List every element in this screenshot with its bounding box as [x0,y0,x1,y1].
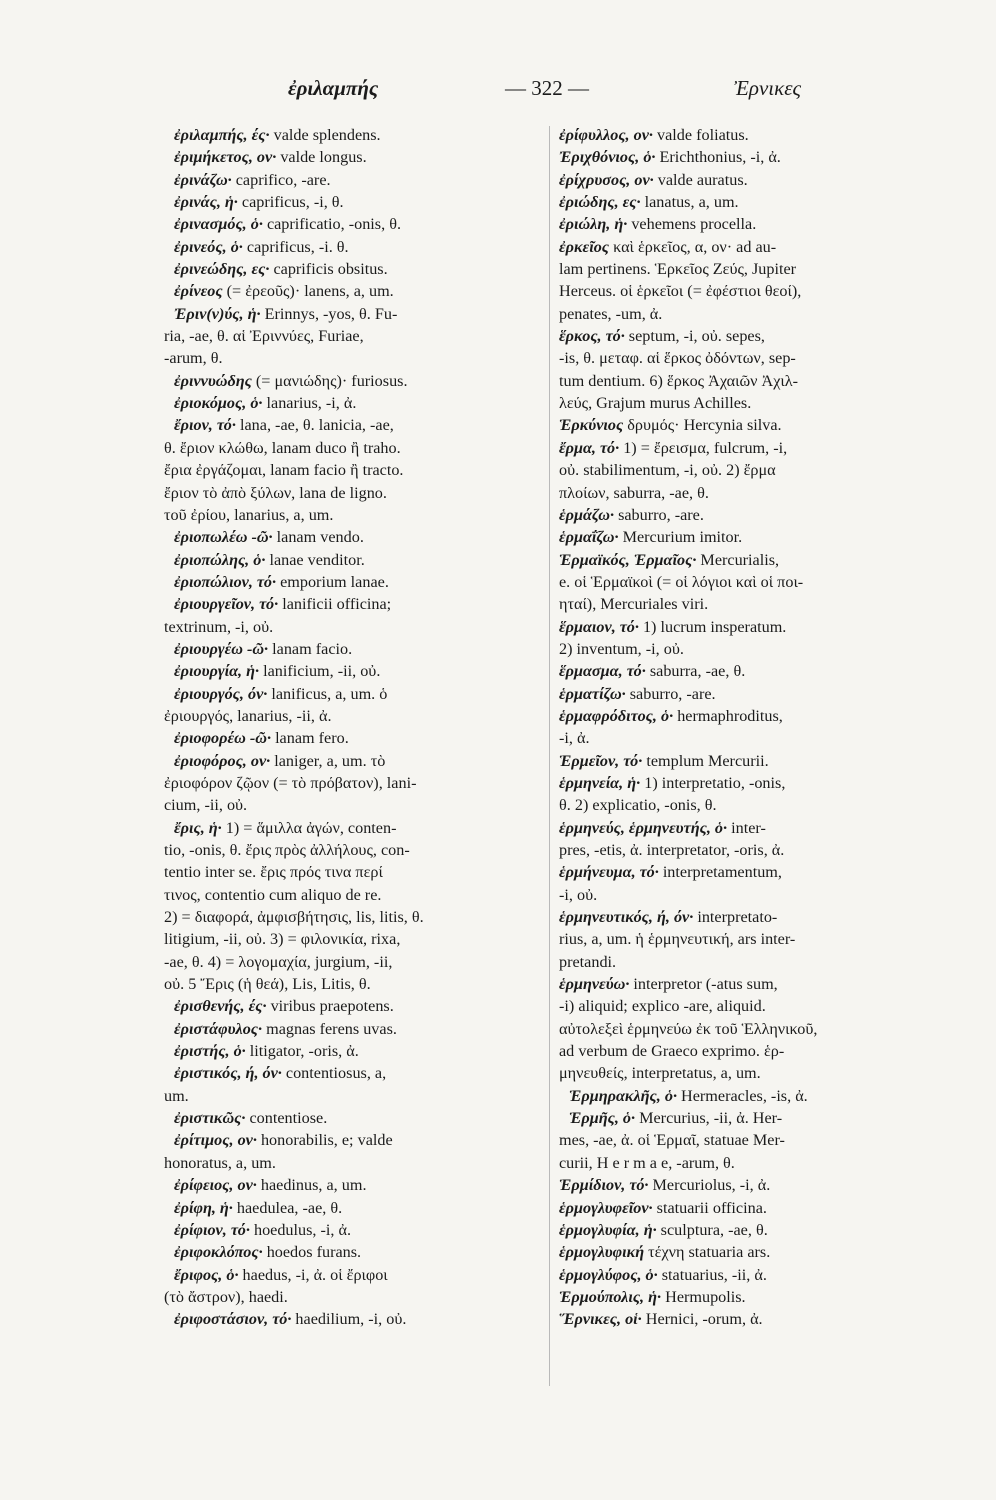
dictionary-continuation-line [559,727,933,749]
entry-headword: ἐρίχρυσος, ον· [559,170,654,189]
entry-text: Mercuriolus, -i, ἀ. [648,1176,771,1195]
entry-text: πλοίων, saburra, -ae, θ. [559,483,709,502]
entry-text: Mercurius, -ii, ἀ. Her- [635,1109,783,1128]
entry-text: sculptura, -ae, θ. [656,1220,768,1239]
right-column [559,124,933,1331]
entry-headword: ἑρμογλύφος, ὁ· [559,1265,658,1284]
dictionary-continuation-line [559,638,933,660]
dictionary-continuation-line [559,1129,933,1151]
entry-text: Mercurialis, [696,550,780,569]
entry-text: haedilium, -i, οὐ. [291,1310,407,1329]
entry-text: hermaphroditus, [673,706,783,725]
entry-text: 2) = διαφορά, ἀμφισβήτησις, lis, litis, θ. [164,908,424,927]
entry-headword: ἐριστής, ὁ· [174,1042,246,1061]
dictionary-entry-line [164,593,539,615]
dictionary-continuation-line [559,1040,933,1062]
entry-headword: Ἐριχθόνιος, ὁ· [559,148,656,167]
entry-headword: Ἑρμεῖον, τό· [559,751,643,770]
dictionary-entry-line [164,213,539,235]
dictionary-continuation-line [164,482,539,504]
entry-text: septum, -i, οὐ. sepes, [624,327,765,346]
entry-text: lanam vendo. [272,528,364,547]
dictionary-entry-line [164,236,539,258]
dictionary-entry-line [164,370,539,392]
dictionary-continuation-line [559,571,933,593]
entry-text: viribus praepotens. [266,997,394,1016]
dictionary-continuation-line [164,1152,539,1174]
dictionary-entry-line [164,1107,539,1129]
dictionary-entry-line [559,973,933,995]
dictionary-entry-line [164,258,539,280]
dictionary-entry-line [559,705,933,727]
page-header [150,76,930,106]
entry-headword: Ἑρμούπολις, ἡ· [559,1287,662,1306]
entry-text: lanatus, a, um. [640,193,739,212]
running-head-right: Ἐρνικες [734,76,801,100]
dictionary-entry-line [164,1040,539,1062]
dictionary-entry-line [559,236,933,258]
entry-text: penates, -um, ἀ. [559,304,663,323]
dictionary-continuation-line [559,459,933,481]
dictionary-continuation-line [164,906,539,928]
entry-text: μηνευθείς, interpretatus, a, um. [559,1064,761,1083]
entry-text: lanarius, -i, ἀ. [262,394,357,413]
entry-headword: ἐριφοκλόπος· [174,1243,263,1262]
entry-text: curii, H e r m a e, -arum, θ. [559,1153,735,1172]
dictionary-entry-line [164,1018,539,1040]
entry-text: lana, -ae, θ. lanicia, -ae, [235,416,394,435]
entry-text: inter- [727,818,766,837]
left-column [164,124,539,1331]
entry-text: λεύς, Grajum murus Achilles. [559,394,752,413]
entry-text: rius, a, um. ἡ ἑρμηνευτική, ars inter- [559,930,796,949]
entry-text: tentio inter se. ἔρις πρός τινα περί [164,863,383,882]
dictionary-continuation-line [164,1286,539,1308]
dictionary-continuation-line [559,258,933,280]
entry-headword: ἐριουργός, όν· [174,684,268,703]
dictionary-entry-line [164,1174,539,1196]
dictionary-continuation-line [164,1085,539,1107]
entry-headword: ἐριοπώλης, ὁ· [174,550,266,569]
entry-headword: ἐρινεός, ὁ· [174,237,243,256]
entry-text: pretandi. [559,952,617,971]
entry-text: ηταί), Mercuriales viri. [559,595,709,614]
entry-text: lanificii officina; [278,595,392,614]
dictionary-continuation-line [164,347,539,369]
dictionary-continuation-line [164,973,539,995]
dictionary-entry-line [559,1219,933,1241]
entry-text: Mercurium imitor. [618,528,743,547]
entry-headword: ἐριοπωλέω -ῶ· [174,528,273,547]
entry-text: valde splendens. [269,126,381,144]
entry-headword: ἐριννυώδης [174,371,252,390]
entry-headword: ἑρμηνεύς, ἑρμηνευτής, ὁ· [559,818,728,837]
entry-text: templum Mercurii. [642,751,769,770]
dictionary-entry-line [164,1241,539,1263]
entry-text: interpretato- [693,908,778,927]
dictionary-entry-line [164,191,539,213]
entry-text: δρυμός· Hercynia silva. [623,416,782,435]
entry-headword: ἔρις, ἡ· [174,818,222,837]
entry-text: καὶ ἑρκεῖος, α, ον· ad au- [609,237,777,256]
dictionary-entry-line [559,526,933,548]
dictionary-continuation-line [559,951,933,973]
dictionary-continuation-line [559,1018,933,1040]
entry-headword: ἐριοφόρος, ον· [174,751,271,770]
entry-text: statuarii officina. [652,1198,767,1217]
entry-headword: ἐρίφειος, ον· [174,1176,257,1195]
dictionary-entry-line [559,861,933,883]
entry-headword: ἐρινεώδης, ες· [174,260,270,279]
entry-headword: ἐρίφυλλος, ον· [559,126,653,144]
entry-text: haedulea, -ae, θ. [232,1198,343,1217]
entry-text: honoratus, a, um. [164,1153,276,1172]
dictionary-continuation-line [559,928,933,950]
entry-headword: Ἕρνικες, οἱ· [559,1310,642,1329]
dictionary-entry-line [164,526,539,548]
page-number: — 322 — [505,76,589,100]
dictionary-entry-line [164,683,539,705]
dictionary-continuation-line [164,616,539,638]
entry-text: contentiosus, a, [281,1064,387,1083]
dictionary-continuation-line [164,772,539,794]
dictionary-entry-line [164,1264,539,1286]
dictionary-entry-line [559,1174,933,1196]
dictionary-entry-line [559,772,933,794]
dictionary-continuation-line [164,437,539,459]
entry-headword: ἐριστάφυλος· [174,1019,263,1038]
entry-headword: ἐριώλη, ἡ· [559,215,628,234]
entry-text: textrinum, -i, οὐ. [164,617,274,636]
dictionary-entry-line [164,392,539,414]
dictionary-continuation-line [164,705,539,727]
entry-text: 2) inventum, -i, οὐ. [559,639,684,658]
dictionary-entry-line [164,750,539,772]
dictionary-entry-line [164,995,539,1017]
entry-text: Erinnys, -yos, θ. Fu- [260,304,398,323]
dictionary-entry-line [559,549,933,571]
entry-text: tum dentium. 6) ἕρκος Ἀχαιῶν Ἀχιλ- [559,371,798,390]
entry-headword: Ἑρμηρακλῆς, ὁ· [569,1086,677,1105]
dictionary-continuation-line [164,839,539,861]
entry-headword: ἐριμήκετος, ον· [174,148,277,167]
entry-text: vehemens procella. [627,215,757,234]
entry-text: litigium, -ii, οὐ. 3) = φιλονικία, rixa, [164,930,401,949]
dictionary-continuation-line [164,861,539,883]
dictionary-continuation-line [164,504,539,526]
dictionary-entry-line [164,1129,539,1151]
dictionary-entry-line [559,1085,933,1107]
dictionary-entry-line [164,1197,539,1219]
entry-headword: ἐριλαμπής, ές· [174,126,270,144]
entry-headword: ἐρινάς, ἡ· [174,193,238,212]
entry-headword: ἔρμα, τό· [559,438,620,457]
dictionary-continuation-line [559,1062,933,1084]
column-divider [549,126,550,1386]
entry-text: saburro, -are. [625,684,716,703]
entry-text: Hermupolis. [661,1287,746,1306]
entry-headword: ἑρμηνεία, ἡ· [559,773,641,792]
dictionary-continuation-line [559,347,933,369]
entry-text: litigator, -oris, ἀ. [245,1042,359,1061]
entry-text: οὐ. 5 Ἔρις (ἡ θεά), Lis, Litis, θ. [164,975,371,994]
entry-headword: Ἑρμίδιον, τό· [559,1176,649,1195]
entry-text: 1) = ἅμιλλα ἀγών, conten- [221,818,397,837]
entry-headword: ἕρμασμα, τό· [559,662,646,681]
entry-headword: ἑρμάζω· [559,505,615,524]
entry-text: valde foliatus. [652,126,749,144]
entry-text: θ. ἔριον κλώθω, lanam duco ἢ traho. [164,438,401,457]
dictionary-entry-line [559,683,933,705]
entry-headword: ἐριουργέω -ῶ· [174,639,269,658]
entry-text: e. οἱ Ἑρμαϊκοὶ (= οἱ λόγιοι καὶ οἱ ποι- [559,572,804,591]
entry-text: -i) aliquid; explico -are, aliquid. [559,997,766,1016]
dictionary-continuation-line [164,928,539,950]
entry-headword: ἐριφοστάσιον, τό· [174,1310,292,1329]
dictionary-continuation-line [164,951,539,973]
entry-text: -arum, θ. [164,349,223,368]
entry-text: interpretamentum, [658,863,782,882]
entry-headword: ἐριοφορέω -ῶ· [174,729,272,748]
entry-headword: ἐριστικός, ή, όν· [174,1064,282,1083]
entry-text: Hernici, -orum, ἀ. [641,1310,763,1329]
entry-text: um. [164,1086,189,1105]
dictionary-continuation-line [559,593,933,615]
entry-text: caprificus, -i. θ. [242,237,349,256]
entry-text: 1) = ἔρεισμα, fulcrum, -i, [619,438,788,457]
dictionary-continuation-line [164,794,539,816]
entry-text: caprificatio, -onis, θ. [262,215,401,234]
entry-headword: ἑρμογλυφεῖον· [559,1198,653,1217]
dictionary-entry-line [164,146,539,168]
dictionary-entry-line [559,146,933,168]
dictionary-entry-line [559,906,933,928]
entry-text: ἐριοφόρον ζῷον (= τὸ πρόβατον), lani- [164,773,417,792]
dictionary-entry-line [559,124,933,146]
entry-text: ria, -ae, θ. αἱ Ἐριννύες, Furiae, [164,327,364,346]
entry-text: haedus, -i, ἀ. οἱ ἔριφοι [238,1265,388,1284]
entry-text: laniger, a, um. τὸ [270,751,386,770]
entry-text: caprifico, -are. [231,170,331,189]
entry-headword: ἔριφος, ὁ· [174,1265,239,1284]
entry-text: caprificus, -i, θ. [237,193,344,212]
entry-text: -is, θ. μεταφ. αἱ ἕρκος ὀδόντων, sep- [559,349,796,368]
entry-headword: ἐριουργεῖον, τό· [174,595,279,614]
dictionary-continuation-line [164,325,539,347]
entry-headword: ἑρματίζω· [559,684,626,703]
dictionary-entry-line [559,817,933,839]
entry-text: Herceus. οἱ ἑρκεῖοι (= ἐφέστιοι θεοί), [559,282,802,301]
dictionary-continuation-line [559,303,933,325]
entry-headword: ἐρινάζω· [174,170,232,189]
entry-text: emporium lanae. [276,572,389,591]
dictionary-continuation-line [559,482,933,504]
dictionary-entry-line [559,1241,933,1263]
dictionary-entry-line [164,124,539,146]
entry-text: ad verbum de Graeco exprimo. ἑρ- [559,1042,785,1061]
entry-text: valde auratus. [653,170,748,189]
entry-text: 1) interpretatio, -onis, [640,773,786,792]
entry-text: valde longus. [276,148,367,167]
dictionary-entry-line [559,504,933,526]
dictionary-entry-line [559,325,933,347]
entry-text: lanificium, -ii, οὐ. [259,662,381,681]
entry-text: (τὸ ἄστρον), haedi. [164,1287,288,1306]
entry-headword: ἐριουργία, ἡ· [174,662,260,681]
entry-headword: ἕρκος, τό· [559,327,625,346]
entry-headword: ἐριστικῶς· [174,1109,246,1128]
dictionary-entry-line [164,660,539,682]
entry-headword: ἑρμογλυφική [559,1243,645,1262]
running-head-left: ἐριλαμπής [288,76,379,100]
dictionary-entry-line [559,414,933,436]
entry-text: pres, -etis, ἀ. interpretator, -oris, ἀ. [559,841,785,859]
entry-text: Hermeracles, -is, ἀ. [677,1086,808,1105]
entry-text: Erichthonius, -i, ἀ. [655,148,781,167]
entry-headword: ἐρίφιον, τό· [174,1220,250,1239]
dictionary-continuation-line [559,995,933,1017]
entry-text: lanam fero. [271,729,349,748]
entry-headword: ἐρινασμός, ὁ· [174,215,263,234]
entry-text: cium, -ii, οὐ. [164,796,248,815]
dictionary-entry-line [164,571,539,593]
dictionary-entry-line [559,750,933,772]
dictionary-continuation-line [164,884,539,906]
dictionary-entry-line [559,1308,933,1330]
entry-headword: ἐριοπώλιον, τό· [174,572,277,591]
entry-text: ἔρια ἐργάζομαι, lanam facio ἢ tracto. [164,461,404,480]
dictionary-entry-line [559,213,933,235]
dictionary-entry-line [559,1107,933,1129]
entry-text: -i, ἀ. [559,729,590,748]
entry-text: lanae venditor. [265,550,365,569]
entry-text: lam pertinens. Ἑρκεῖος Ζεύς, Jupiter [559,260,797,279]
entry-text: hoedulus, -i, ἀ. [249,1220,352,1239]
entry-text: -i, οὐ. [559,885,598,904]
dictionary-entry-line [164,1062,539,1084]
entry-text: lanam facio. [268,639,353,658]
dictionary-entry-line [559,1264,933,1286]
dictionary-entry-line [559,191,933,213]
entry-text: lanificus, a, um. ὁ [267,684,388,703]
dictionary-entry-line [164,638,539,660]
dictionary-continuation-line [559,839,933,861]
entry-text: (= ἐρεοῦς)· lanens, a, um. [222,282,394,301]
dictionary-continuation-line [559,392,933,414]
dictionary-entry-line [164,169,539,191]
entry-headword: ἐρίφη, ἡ· [174,1198,233,1217]
dictionary-entry-line [164,1219,539,1241]
entry-text: τινος, contentio cum aliquo de re. [164,885,382,904]
dictionary-entry-line [164,280,539,302]
entry-headword: ἑρμαφρόδιτος, ὁ· [559,706,674,725]
dictionary-entry-line [559,1286,933,1308]
dictionary-continuation-line [559,1152,933,1174]
entry-headword: ἐρκεῖος [559,237,610,256]
entry-text: statuarius, -ii, ἀ. [657,1265,767,1284]
dictionary-entry-line [559,660,933,682]
entry-text: τοῦ ἐρίου, lanarius, a, um. [164,505,334,524]
entry-text: αὐτολεξεὶ ἑρμηνεύω ἐκ τοῦ Ἑλληνικοῦ, [559,1019,818,1038]
entry-headword: ἑρμήνευμα, τό· [559,863,659,882]
entry-headword: ἑρμαΐζω· [559,528,619,547]
entry-text: οὐ. stabilimentum, -i, οὐ. 2) ἔρμα [559,461,776,480]
entry-headword: Ἑρμῆς, ὁ· [569,1109,636,1128]
entry-text: hoedos furans. [262,1243,362,1262]
entry-headword: ἕρμαιον, τό· [559,617,639,636]
dictionary-entry-line [559,169,933,191]
dictionary-entry-line [559,1197,933,1219]
entry-text: saburra, -ae, θ. [645,662,746,681]
entry-headword: Ἐριν(ν)ύς, ἡ· [174,304,261,323]
dictionary-entry-line [164,817,539,839]
dictionary-continuation-line [559,794,933,816]
dictionary-entry-line [164,303,539,325]
dictionary-entry-line [164,1308,539,1330]
entry-text: interpretor (-atus sum, [629,975,778,994]
entry-text: magnas ferens uvas. [262,1019,397,1038]
entry-text: tio, -onis, θ. ἔρις πρὸς ἀλλήλους, con- [164,841,410,859]
entry-text: contentiose. [245,1109,328,1128]
entry-text: 1) lucrum insperatum. [638,617,787,636]
entry-headword: ἑρμηνεύω· [559,975,630,994]
entry-headword: ἑρμογλυφία, ἡ· [559,1220,657,1239]
entry-headword: ἐρίτιμος, ον· [174,1131,257,1150]
entry-text: mes, -ae, ἀ. οἱ Ἑρμαῖ, statuae Mer- [559,1131,785,1150]
dictionary-entry-line [559,437,933,459]
entry-headword: Ἑρμαϊκός, Ἑρμαῖος· [559,550,697,569]
entry-headword: ἔριον, τό· [174,416,236,435]
dictionary-continuation-line [559,370,933,392]
entry-text: caprificis obsitus. [269,260,388,279]
entry-text: ἐριουργός, lanarius, -ii, ἀ. [164,706,332,725]
entry-text: (= μανιώδης)· furiosus. [251,371,408,390]
dictionary-entry-line [164,414,539,436]
entry-text: -ae, θ. 4) = λογομαχία, jurgium, -ii, [164,952,393,971]
entry-text: ἔριον τὸ ἀπὸ ξύλων, lana de ligno. [164,483,387,502]
entry-headword: ἐριώδης, ες· [559,193,641,212]
entry-headword: Ἑρκύνιος [559,416,624,435]
dictionary-entry-line [559,616,933,638]
entry-headword: ἐρίνεος [174,282,223,301]
entry-headword: ἐρισθενής, ές· [174,997,267,1016]
entry-text: honorabilis, e; valde [256,1131,393,1150]
dictionary-continuation-line [559,884,933,906]
dictionary-continuation-line [164,459,539,481]
entry-text: θ. 2) explicatio, -onis, θ. [559,796,717,815]
entry-text: haedinus, a, um. [256,1176,367,1195]
dictionary-entry-line [164,549,539,571]
entry-text: τέχνη statuaria ars. [644,1243,771,1262]
entry-headword: ἑρμηνευτικός, ή, όν· [559,908,694,927]
dictionary-entry-line [164,727,539,749]
entry-headword: ἐριοκόμος, ὁ· [174,394,263,413]
dictionary-continuation-line [559,280,933,302]
entry-text: saburro, -are. [614,505,704,524]
